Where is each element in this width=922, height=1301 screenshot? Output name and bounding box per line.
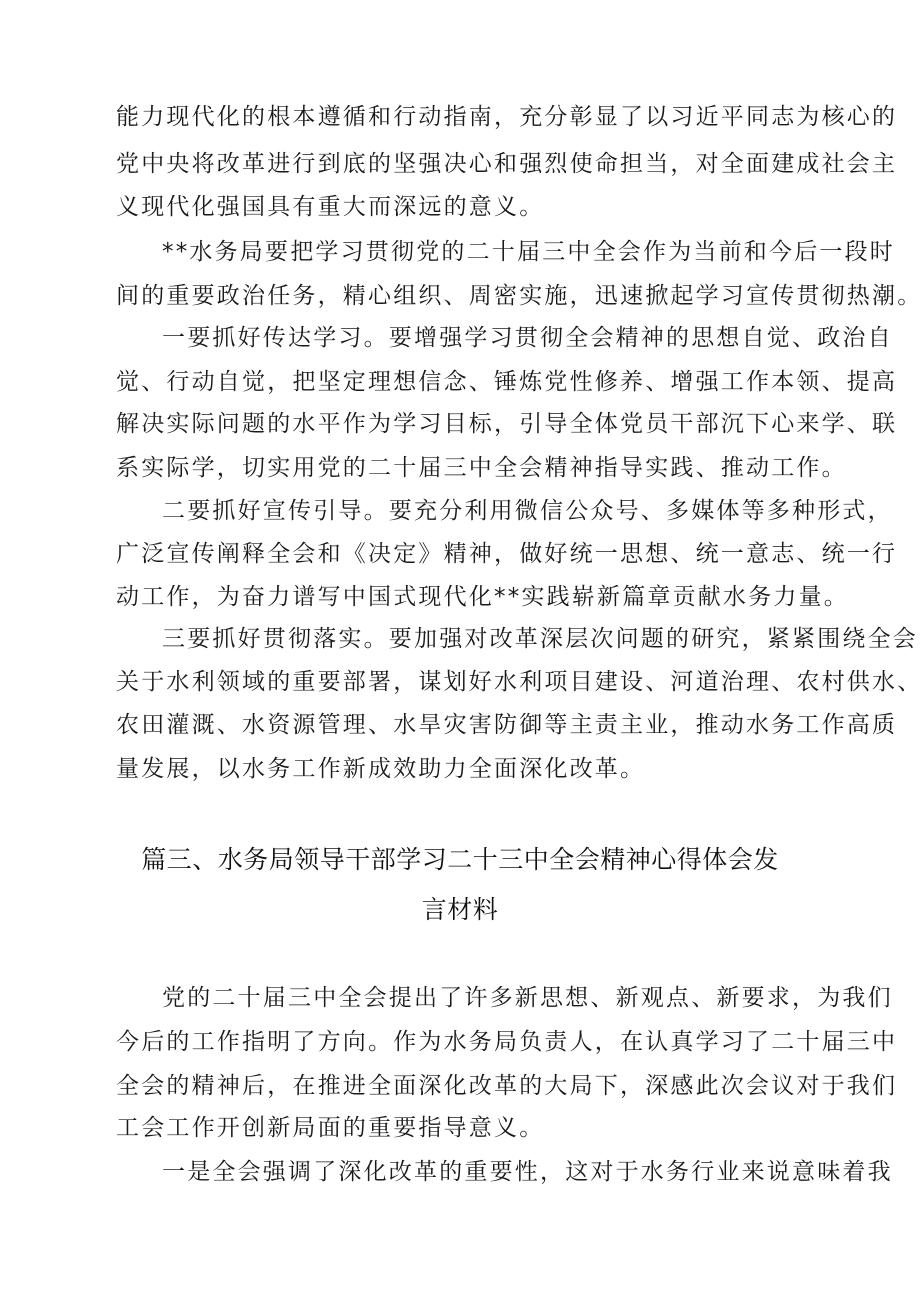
section-title-line-2: 言材料	[421, 895, 499, 924]
paragraph-5-line-1: 三要抓好贯彻落实。要加强对改革深层次问题的研究，紧紧围绕全会	[162, 626, 918, 652]
paragraph-2-line-2: 间的重要政治任务，精心组织、周密实施，迅速掀起学习宣传贯彻热潮。	[116, 283, 922, 309]
paragraph-1-line-2: 党中央将改革进行到底的坚强决心和强烈使命担当，对全面建成社会主	[116, 151, 898, 177]
section-paragraph-1-line-1: 党的二十届三中全会提出了许多新思想、新观点、新要求，为我们	[162, 985, 893, 1011]
paragraph-3-line-2: 觉、行动自觉，把坚定理想信念、锤炼党性修养、增强工作本领、提高	[116, 369, 898, 395]
paragraph-3-line-4: 系实际学，切实用党的二十届三中全会精神指导实践、推动工作。	[116, 455, 847, 481]
paragraph-3-line-1: 一要抓好传达学习。要增强学习贯彻全会精神的思想自觉、政治自	[162, 325, 893, 351]
paragraph-4-line-2: 广泛宣传阐释全会和《决定》精神，做好统一思想、统一意志、统一行	[116, 541, 898, 567]
paragraph-1-line-3: 义现代化强国具有重大而深远的意义。	[116, 194, 545, 220]
paragraph-1-line-1: 能力现代化的根本遵循和行动指南，充分彰显了以习近平同志为核心的	[116, 104, 898, 130]
section-paragraph-1-line-4: 工会工作开创新局面的重要指导意义。	[116, 1115, 545, 1141]
paragraph-4-line-3: 动工作，为奋力谱写中国式现代化**实践崭新篇章贡献水务力量。	[116, 584, 849, 610]
section-paragraph-1-line-3: 全会的精神后，在推进全面深化改革的大局下，深感此次会议对于我们	[116, 1073, 898, 1099]
paragraph-5-line-3: 农田灌溉、水资源管理、水旱灾害防御等主责主业，推动水务工作高质	[116, 712, 898, 738]
section-paragraph-1-line-2: 今后的工作指明了方向。作为水务局负责人，在认真学习了二十届三中	[116, 1029, 898, 1055]
paragraph-3-line-3: 解决实际问题的水平作为学习目标，引导全体党员干部沉下心来学、联	[116, 411, 898, 437]
paragraph-4-line-1: 二要抓好宣传引导。要充分利用微信公众号、多媒体等多种形式，	[162, 498, 893, 524]
section-paragraph-2-line-1: 一是全会强调了深化改革的重要性，这对于水务行业来说意味着我	[162, 1159, 893, 1185]
paragraph-5-line-4: 量发展，以水务工作新成效助力全面深化改革。	[116, 756, 646, 782]
paragraph-2-line-1: **水务局要把学习贯彻党的二十届三中全会作为当前和今后一段时	[162, 239, 895, 265]
paragraph-5-line-2: 关于水利领域的重要部署，谋划好水利项目建设、河道治理、农村供水、	[116, 669, 922, 695]
section-title-line-1: 篇三、水务局领导干部学习二十三中全会精神心得体会发	[141, 845, 779, 874]
